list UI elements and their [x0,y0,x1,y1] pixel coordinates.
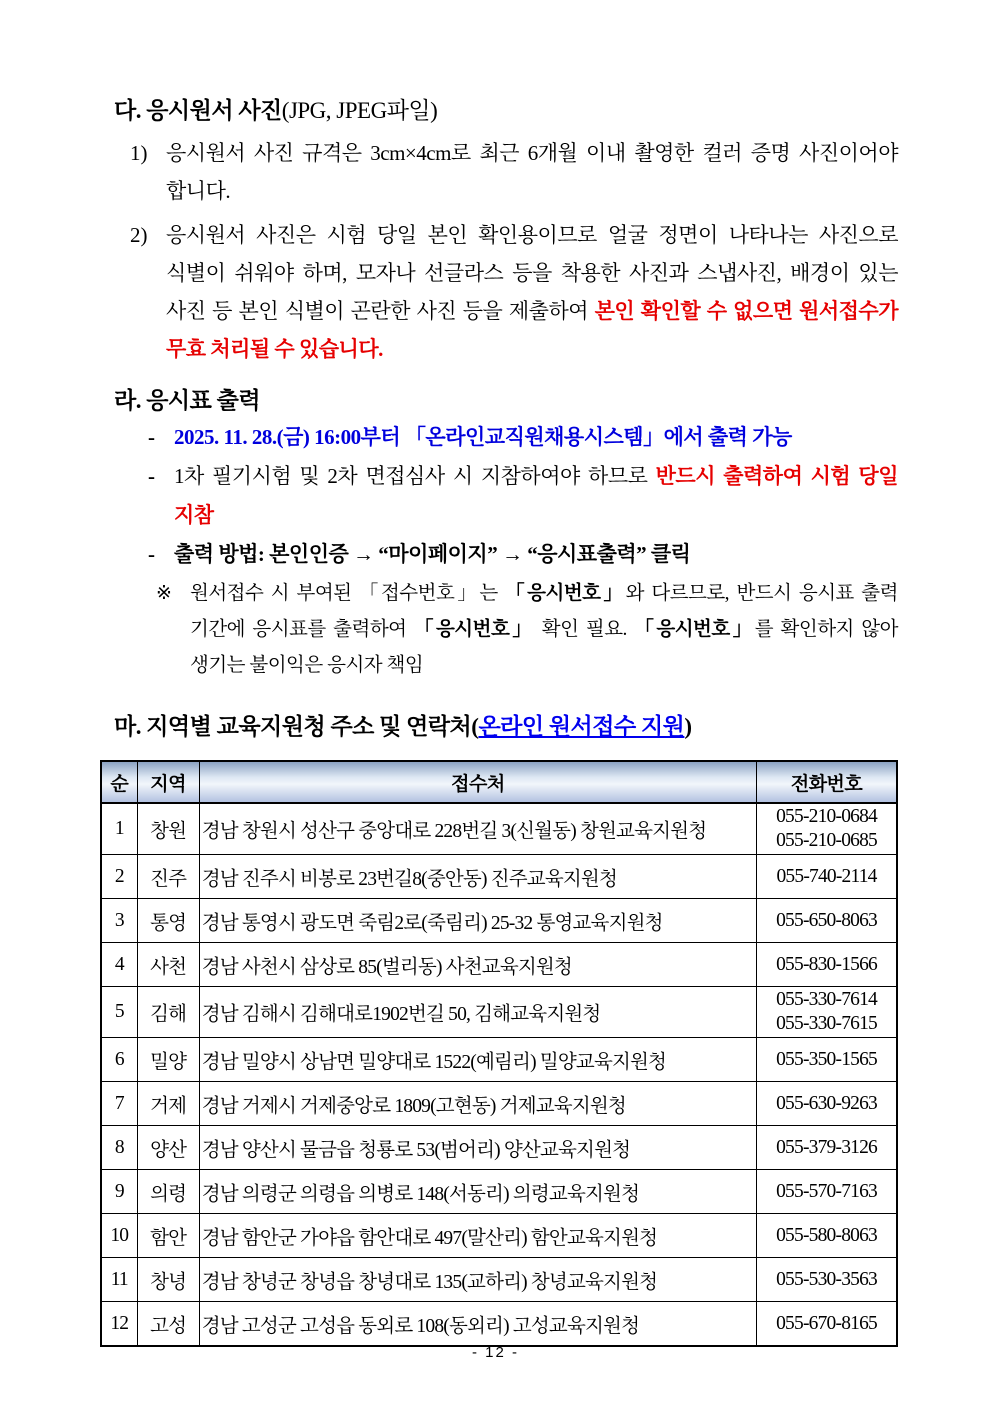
cell-no: 10 [101,1214,137,1258]
cell-no: 4 [101,943,137,987]
section-da-filetypes: (JPG, JPEG파일) [281,98,438,123]
table-row [101,987,897,1038]
ra-line-1-text: 2025. 11. 28.(금) 16:00부터 「온라인교직원채용시스템」에서 출력 가능 [174,425,792,449]
ra-note-seg2: 「응시번호」 [505,583,626,604]
col-header-phone: 전화번호 [757,761,897,803]
phone-line-1: 055-670-8165 [776,1312,877,1334]
cell-region: 창원 [137,803,199,855]
phone-line-1: 055-740-2114 [776,865,877,887]
table-row [101,1170,897,1214]
cell-address: 경남 김해시 김해대로1902번길 50, 김해교육지원청 [199,987,756,1038]
online-application-support-link[interactable]: 온라인 원서접수 지원 [478,714,685,739]
da-item-2-text-black: 응시원서 사진은 시험 당일 본인 확인용이므로 얼굴 정면이 나타나는 사진으로 식별이 쉬워야 하며, 모자나 선글라스 등을 착용한 사진과 스냅사진, 배경이 있는 사진 등 본인 식별이 곤란한 사진 등을 제출하여 [166,223,898,323]
section-ma-title-suffix: ) [684,714,692,739]
cell-phone [757,1126,897,1170]
cell-region: 김해 [137,987,199,1038]
cell-address: 경남 창원시 성산구 중앙대로 228번길 3(신월동) 창원교육지원청 [199,803,756,855]
cell-address: 경남 의령군 의령읍 의병로 148(서동리) 의령교육지원청 [199,1170,756,1214]
cell-address: 경남 고성군 고성읍 동외로 108(동외리) 고성교육지원청 [199,1302,756,1347]
cell-phone [757,1082,897,1126]
phone-line-1: 055-570-7163 [776,1180,877,1202]
section-ma-heading [100,710,898,744]
da-item-2-text-red: 본인 확인할 수 없으면 원서접수가 무효 처리될 수 있습니다. [166,299,898,361]
da-item-2-text [166,216,898,368]
ra-note-seg5: 확인 필요. [534,619,635,640]
ra-line-2-text-red: 반드시 출력하여 시험 당일 지참 [174,464,899,527]
cell-no: 1 [101,803,137,855]
ra-note-text [190,576,898,684]
ra-line-3 [148,535,898,574]
ra-line-2-dash: - [148,464,155,488]
ra-line-3-dash: - [148,542,155,566]
cell-region: 고성 [137,1302,199,1347]
cell-phone [757,855,897,899]
table-header-row [101,761,897,803]
ra-line-3-text: 출력 방법: 본인인증 → “마이페이지” → “응시표출력” 클릭 [174,542,691,566]
phone-line-1: 055-530-3563 [776,1268,877,1290]
col-header-no: 순 [101,761,137,803]
cell-region: 밀양 [137,1038,199,1082]
col-header-office: 접수처 [199,761,756,803]
cell-region: 함안 [137,1214,199,1258]
ra-note [156,576,898,684]
table-row [101,1302,897,1347]
ra-note-seg4: 「응시번호」 [413,619,535,640]
section-ra-title: 라. 응시표 출력 [114,388,261,413]
cell-phone [757,987,897,1038]
page-number: - 12 - [471,1344,519,1361]
cell-region: 의령 [137,1170,199,1214]
cell-phone [757,1302,897,1347]
cell-no: 7 [101,1082,137,1126]
phone-line-1: 055-650-8063 [776,909,877,931]
cell-no: 6 [101,1038,137,1082]
cell-no: 2 [101,855,137,899]
cell-address: 경남 사천시 삼상로 85(벌리동) 사천교육지원청 [199,943,756,987]
phone-line-1: 055-350-1565 [776,1048,877,1070]
cell-address: 경남 창녕군 창녕읍 창녕대로 135(교하리) 창녕교육지원청 [199,1258,756,1302]
regional-offices-table [100,760,898,1347]
table-body [101,803,897,1346]
phone-line-1: 055-379-3126 [776,1136,877,1158]
table-header [101,761,897,803]
cell-phone [757,899,897,943]
cell-address: 경남 진주시 비봉로 23번길8(중안동) 진주교육지원청 [199,855,756,899]
ra-line-2-text [174,457,898,535]
ra-note-marker: ※ [156,583,172,604]
cell-address: 경남 양산시 물금읍 청룡로 53(범어리) 양산교육지원청 [199,1126,756,1170]
ra-line-2-text-black: 1차 필기시험 및 2차 면접심사 시 지참하여야 하므로 [174,464,656,488]
cell-address: 경남 함안군 가야읍 함안대로 497(말산리) 함안교육지원청 [199,1214,756,1258]
table-row [101,943,897,987]
ra-note-seg6: 「응시번호」 [634,619,755,640]
phone-line-1: 055-630-9263 [776,1092,877,1114]
cell-address: 경남 통영시 광도면 죽림2로(죽림리) 25-32 통영교육지원청 [199,899,756,943]
cell-no: 3 [101,899,137,943]
document-content [100,94,898,1347]
table-row [101,1214,897,1258]
section-da-heading [100,94,898,128]
table-row [101,1126,897,1170]
ra-note-seg3: 와 다르므로, 반드시 응시표 출력 기간에 응시표를 출력하여 [190,583,898,640]
table-row [101,855,897,899]
phone-line-2: 055-330-7615 [776,1013,877,1034]
ra-note-seg1: 원서접수 시 부여된 「접수번호」는 [190,583,506,604]
cell-no: 5 [101,987,137,1038]
da-item-1 [130,134,898,210]
section-da-title: 다. 응시원서 사진 [114,98,282,123]
col-header-region: 지역 [137,761,199,803]
cell-phone [757,1038,897,1082]
cell-no: 11 [101,1258,137,1302]
da-item-2-marker: 2) [130,223,148,247]
cell-no: 12 [101,1302,137,1347]
ra-line-1-dash: - [148,425,155,449]
da-item-2 [130,216,898,368]
table-row [101,803,897,855]
phone-line-1: 055-580-8063 [776,1224,877,1246]
section-ra-heading [100,384,898,418]
phone-line-2: 055-210-0685 [776,830,877,851]
cell-region: 사천 [137,943,199,987]
section-ma-title-prefix: 마. 지역별 교육지원청 주소 및 연락처( [114,714,479,739]
ra-line-1 [148,418,898,457]
cell-no: 8 [101,1126,137,1170]
cell-phone [757,943,897,987]
cell-region: 양산 [137,1126,199,1170]
cell-region: 거제 [137,1082,199,1126]
phone-line-1: 055-830-1566 [776,953,877,975]
cell-phone [757,803,897,855]
cell-phone [757,1170,897,1214]
cell-region: 통영 [137,899,199,943]
cell-phone [757,1214,897,1258]
table-row [101,899,897,943]
ra-note-seg7: 를 확인하지 않아 생기는 불이익은 응시자 책임 [190,619,898,676]
cell-address: 경남 밀양시 상남면 밀양대로 1522(예림리) 밀양교육지원청 [199,1038,756,1082]
cell-region: 진주 [137,855,199,899]
da-item-1-marker: 1) [130,141,148,165]
cell-no: 9 [101,1170,137,1214]
cell-phone [757,1258,897,1302]
table-row [101,1038,897,1082]
phone-line-1: 055-210-0684 [776,806,877,827]
cell-region: 창녕 [137,1258,199,1302]
table-row [101,1082,897,1126]
ra-line-2 [148,457,898,535]
table-row [101,1258,897,1302]
da-item-1-text: 응시원서 사진 규격은 3cm×4cm로 최근 6개월 이내 촬영한 컬러 증명 사진이어야 합니다. [166,141,898,203]
cell-address: 경남 거제시 거제중앙로 1809(고현동) 거제교육지원청 [199,1082,756,1126]
phone-line-1: 055-330-7614 [776,989,877,1010]
